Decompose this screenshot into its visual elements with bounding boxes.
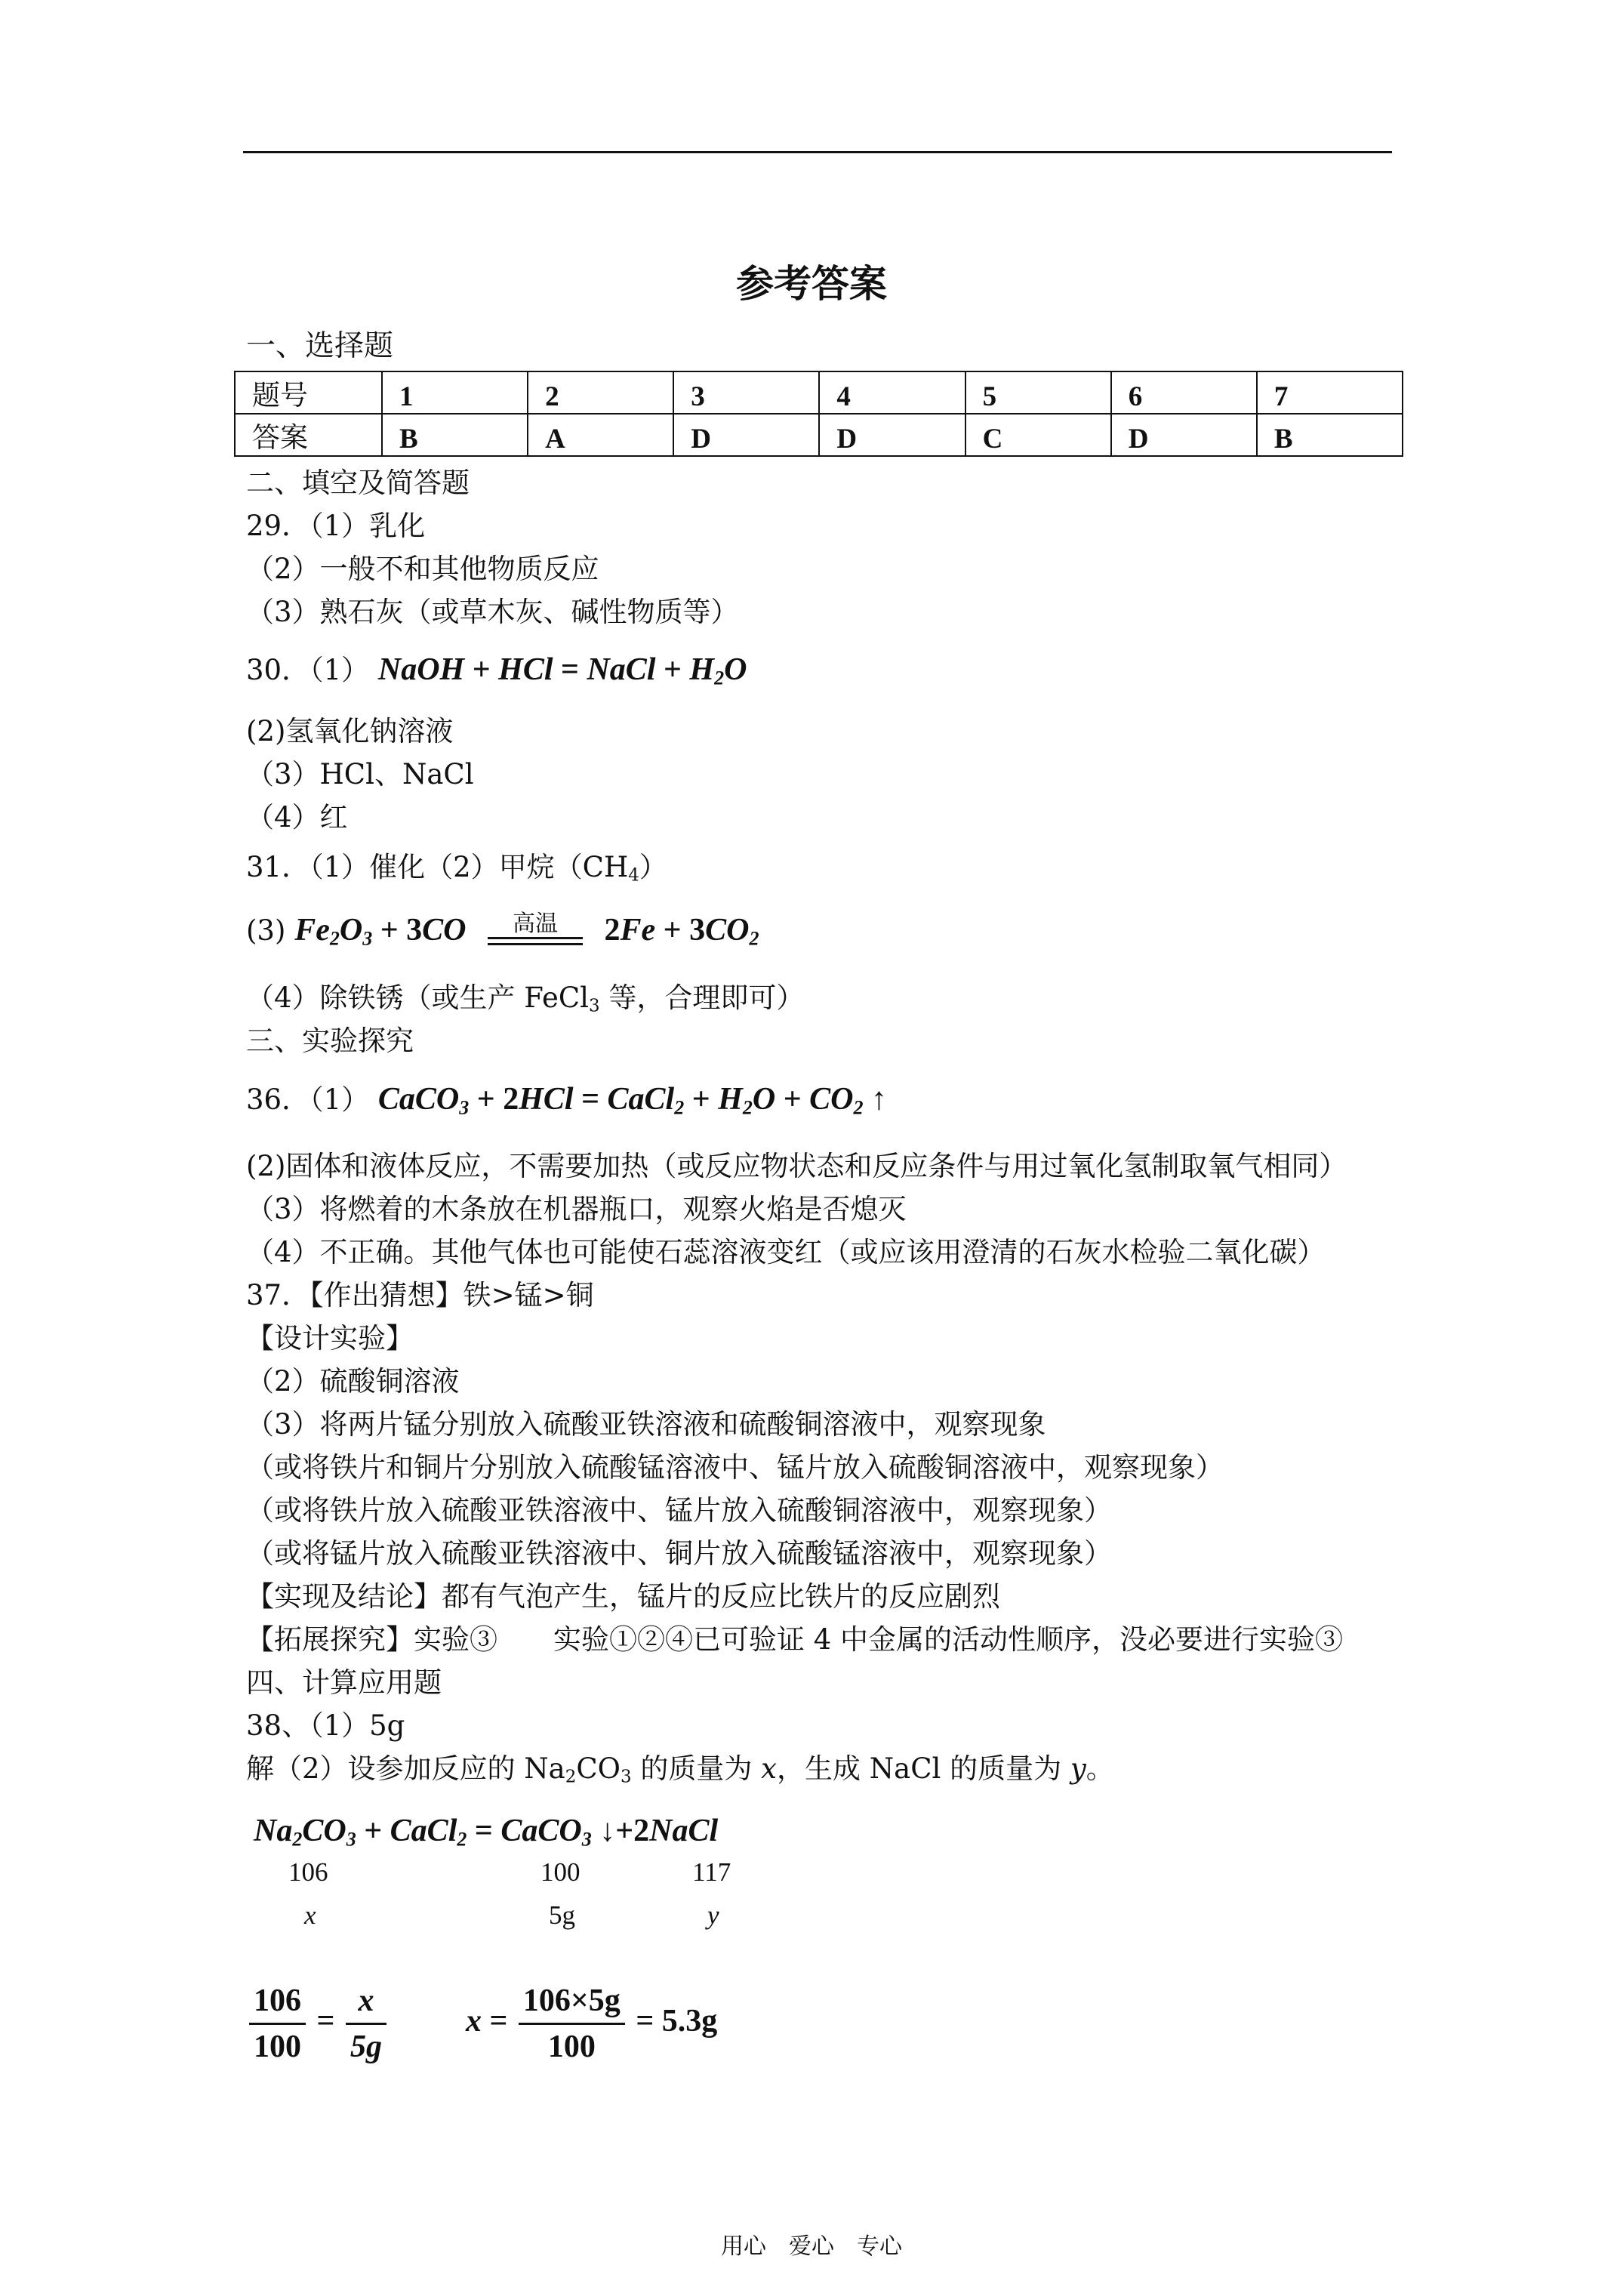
eq-subscript: 2 xyxy=(292,1828,303,1851)
table-cell: A xyxy=(528,414,673,456)
answer-text: ） xyxy=(639,851,667,883)
answer-line-equation xyxy=(246,651,747,698)
eq-operator: + xyxy=(364,1814,383,1848)
eq-term: H xyxy=(718,1082,743,1117)
chemical-equation xyxy=(254,1814,719,1851)
table-row-numbers xyxy=(235,371,1403,414)
eq-operator: + xyxy=(663,652,682,687)
eq-subscript: 2 xyxy=(457,1828,467,1851)
eq-operator: + xyxy=(380,913,399,948)
chemical-equation xyxy=(378,1082,887,1117)
eq-operator: + xyxy=(663,913,682,948)
eq-operator: = xyxy=(561,652,579,687)
denominator: 5g xyxy=(350,2029,382,2064)
proportion-equation xyxy=(246,1982,717,2066)
eq-term: Fe xyxy=(620,913,656,948)
eq-coefficient: 2 xyxy=(604,913,621,948)
eq-term: Na xyxy=(254,1814,293,1848)
eq-term: H xyxy=(689,652,715,687)
section-heading-choice: 一、选择题 xyxy=(246,329,394,363)
table-cell: D xyxy=(1111,414,1257,456)
answer-line-equation xyxy=(246,1080,887,1127)
eq-coefficient: 2 xyxy=(633,1814,650,1848)
answer-line xyxy=(246,849,667,895)
answer-line: （2）硫酸铜溶液 xyxy=(246,1365,460,1398)
header-rule xyxy=(243,151,1392,153)
fraction xyxy=(519,1982,625,2066)
table-cell: 2 xyxy=(528,371,673,414)
answer-text: 。 xyxy=(1086,1752,1114,1785)
table-cell: 1 xyxy=(382,371,528,414)
table-cell: D xyxy=(673,414,819,456)
eq-term: HCl xyxy=(498,652,553,687)
page-title: 参考答案 xyxy=(736,261,887,306)
answer-line: （或将铁片放入硫酸亚铁溶液中、锰片放入硫酸铜溶液中，观察现象） xyxy=(246,1494,1112,1527)
answer-line: 37．【作出猜想】铁>锰>铜 xyxy=(246,1279,594,1311)
eq-coefficient: 3 xyxy=(406,913,423,948)
numerator: 106 xyxy=(249,1982,306,2025)
answer-line: （4）红 xyxy=(246,801,348,834)
eq-subscript: 3 xyxy=(346,1828,356,1851)
fraction xyxy=(346,1982,387,2066)
answer-text: CO xyxy=(576,1752,621,1785)
eq-operator: + xyxy=(691,1082,710,1117)
answer-line xyxy=(246,979,804,1025)
fraction xyxy=(249,1982,306,2066)
eq-subscript: 2 xyxy=(853,1096,864,1119)
answer-text: 解（2）设参加反应的 Na xyxy=(246,1752,565,1785)
section-heading-fill: 二、填空及简答题 xyxy=(246,467,470,499)
answer-line: 38、（1）5g xyxy=(246,1709,405,1742)
molar-mass: 117 xyxy=(692,1857,731,1887)
eq-term: O xyxy=(724,652,747,687)
section-heading-experiment: 三、实验探究 xyxy=(246,1025,414,1057)
subscript: 3 xyxy=(621,1767,632,1787)
eq-term: CaCl xyxy=(390,1814,457,1848)
answer-line: 【拓展探究】实验③ 实验①②④已可验证 4 中金属的活动性顺序，没必要进行实验③ xyxy=(246,1623,1344,1656)
eq-term: O xyxy=(339,913,363,948)
eq-term: CaCO xyxy=(500,1814,582,1848)
molar-mass: 100 xyxy=(540,1857,581,1887)
eq-operator: = xyxy=(489,2004,508,2039)
variable: y xyxy=(1070,1752,1086,1785)
answer-line: 【实现及结论】都有气泡产生，锰片的反应比铁片的反应剧烈 xyxy=(246,1580,1000,1613)
gas-arrow-icon: ↑ xyxy=(871,1082,887,1117)
eq-term: CO xyxy=(422,913,467,948)
numerator: 106×5g xyxy=(519,1982,625,2025)
table-cell: B xyxy=(1257,414,1403,456)
numerator: x xyxy=(346,1982,387,2025)
eq-subscript: 2 xyxy=(329,927,340,950)
table-cell: 5 xyxy=(965,371,1111,414)
table-row-answers xyxy=(235,414,1403,456)
variable: y xyxy=(707,1900,719,1930)
subscript: 3 xyxy=(589,996,600,1016)
eq-coefficient: 3 xyxy=(689,913,706,948)
subscript: 4 xyxy=(628,865,639,886)
eq-operator: = xyxy=(474,1814,493,1848)
eq-operator: = xyxy=(581,1082,599,1117)
chemical-equation xyxy=(294,913,759,948)
answer-text: （4）除铁锈（或生产 FeCl xyxy=(246,982,589,1014)
answer-line: （3）熟石灰（或草木灰、碱性物质等） xyxy=(246,596,739,628)
eq-coefficient: 2 xyxy=(503,1082,519,1117)
eq-term: HCl xyxy=(519,1082,574,1117)
eq-subscript: 2 xyxy=(714,667,725,689)
answer-prefix: 36．（1） xyxy=(246,1083,370,1116)
reaction-condition: 高温 xyxy=(513,911,559,938)
known-mass: 5g xyxy=(549,1900,575,1930)
eq-operator: = xyxy=(636,2004,654,2039)
answer-line: （3）将两片锰分别放入硫酸亚铁溶液和硫酸铜溶液中，观察现象 xyxy=(246,1408,1046,1441)
table-cell: 4 xyxy=(819,371,965,414)
eq-term: Fe xyxy=(294,913,330,948)
answer-line-equation xyxy=(246,911,759,958)
answer-line: （2）一般不和其他物质反应 xyxy=(246,553,599,585)
eq-subscript: 2 xyxy=(742,1096,753,1119)
table-header-cell: 题号 xyxy=(235,371,382,414)
answer-text: 的质量为 xyxy=(631,1752,762,1785)
answer-line: （或将锰片放入硫酸亚铁溶液中、铜片放入硫酸锰溶液中，观察现象） xyxy=(246,1537,1112,1570)
eq-term: CO xyxy=(809,1082,854,1117)
precipitate-arrow-icon: ↓ xyxy=(599,1814,616,1848)
page-footer: 用心 爱心 专心 xyxy=(721,2233,902,2260)
reaction-condition-arrow xyxy=(488,911,583,949)
answer-line-equation xyxy=(254,1812,718,1859)
answer-text: ，生成 NaCl 的质量为 xyxy=(777,1752,1070,1785)
variable: x xyxy=(304,1900,316,1930)
eq-subscript: 3 xyxy=(581,1828,592,1851)
denominator: 100 xyxy=(547,2029,596,2064)
eq-term: O xyxy=(752,1082,776,1117)
eq-term: CaCO xyxy=(377,1082,460,1117)
eq-subscript: 2 xyxy=(674,1096,685,1119)
variable: x xyxy=(761,1752,777,1785)
eq-operator: + xyxy=(472,652,491,687)
chemical-equation xyxy=(378,652,747,687)
table-cell: 3 xyxy=(673,371,819,414)
result-value: 5.3g xyxy=(661,2004,718,2039)
answer-prefix: 30．（1） xyxy=(246,654,370,686)
molar-mass: 106 xyxy=(288,1857,328,1887)
answer-line: (2)氢氧化钠溶液 xyxy=(246,715,454,747)
table-cell: 6 xyxy=(1111,371,1257,414)
eq-term: NaCl xyxy=(649,1814,719,1848)
answer-line: （4）不正确。其他气体也可能使石蕊溶液变红（或应该用澄清的石灰水检验二氧化碳） xyxy=(246,1236,1326,1268)
eq-subscript: 3 xyxy=(362,927,373,950)
subscript: 2 xyxy=(565,1767,577,1787)
answer-line xyxy=(246,1750,1114,1796)
table-cell: D xyxy=(819,414,965,456)
answer-text: 等，合理即可） xyxy=(599,982,805,1014)
eq-subscript: 2 xyxy=(749,927,759,950)
eq-subscript: 3 xyxy=(459,1096,470,1119)
denominator: 100 xyxy=(254,2029,301,2064)
eq-operator: + xyxy=(783,1082,802,1117)
answer-line: 【设计实验】 xyxy=(246,1322,414,1354)
eq-term: CO xyxy=(705,913,750,948)
answer-line: （3）将燃着的木条放在机器瓶口，观察火焰是否熄灭 xyxy=(246,1193,907,1225)
eq-operator: = xyxy=(316,2004,335,2039)
answer-line: （3）HCl、NaCl xyxy=(246,758,474,791)
eq-operator: + xyxy=(615,1814,634,1848)
answer-line: (2)固体和液体反应，不需要加热（或反应物状态和反应条件与用过氧化氢制取氧气相同） xyxy=(246,1150,1347,1182)
table-cell: B xyxy=(382,414,528,456)
section-heading-calculation: 四、计算应用题 xyxy=(246,1666,442,1699)
eq-term: NaCl xyxy=(587,652,656,687)
answer-line: 29．（1）乳化 xyxy=(246,510,426,542)
table-header-cell: 答案 xyxy=(235,414,382,456)
answer-table xyxy=(234,371,1403,457)
answer-line: （或将铁片和铜片分别放入硫酸锰溶液中、锰片放入硫酸铜溶液中，观察现象） xyxy=(246,1451,1224,1484)
answer-text: 31．（1）催化（2）甲烷（CH xyxy=(246,851,629,883)
table-cell: 7 xyxy=(1257,371,1403,414)
eq-term: CO xyxy=(302,1814,346,1848)
eq-term: NaOH xyxy=(377,652,465,687)
eq-term: CaCl xyxy=(607,1082,675,1117)
answer-prefix: (3) xyxy=(246,914,286,947)
table-cell: C xyxy=(965,414,1111,456)
eq-operator: + xyxy=(476,1082,495,1117)
variable: x xyxy=(465,2004,482,2039)
